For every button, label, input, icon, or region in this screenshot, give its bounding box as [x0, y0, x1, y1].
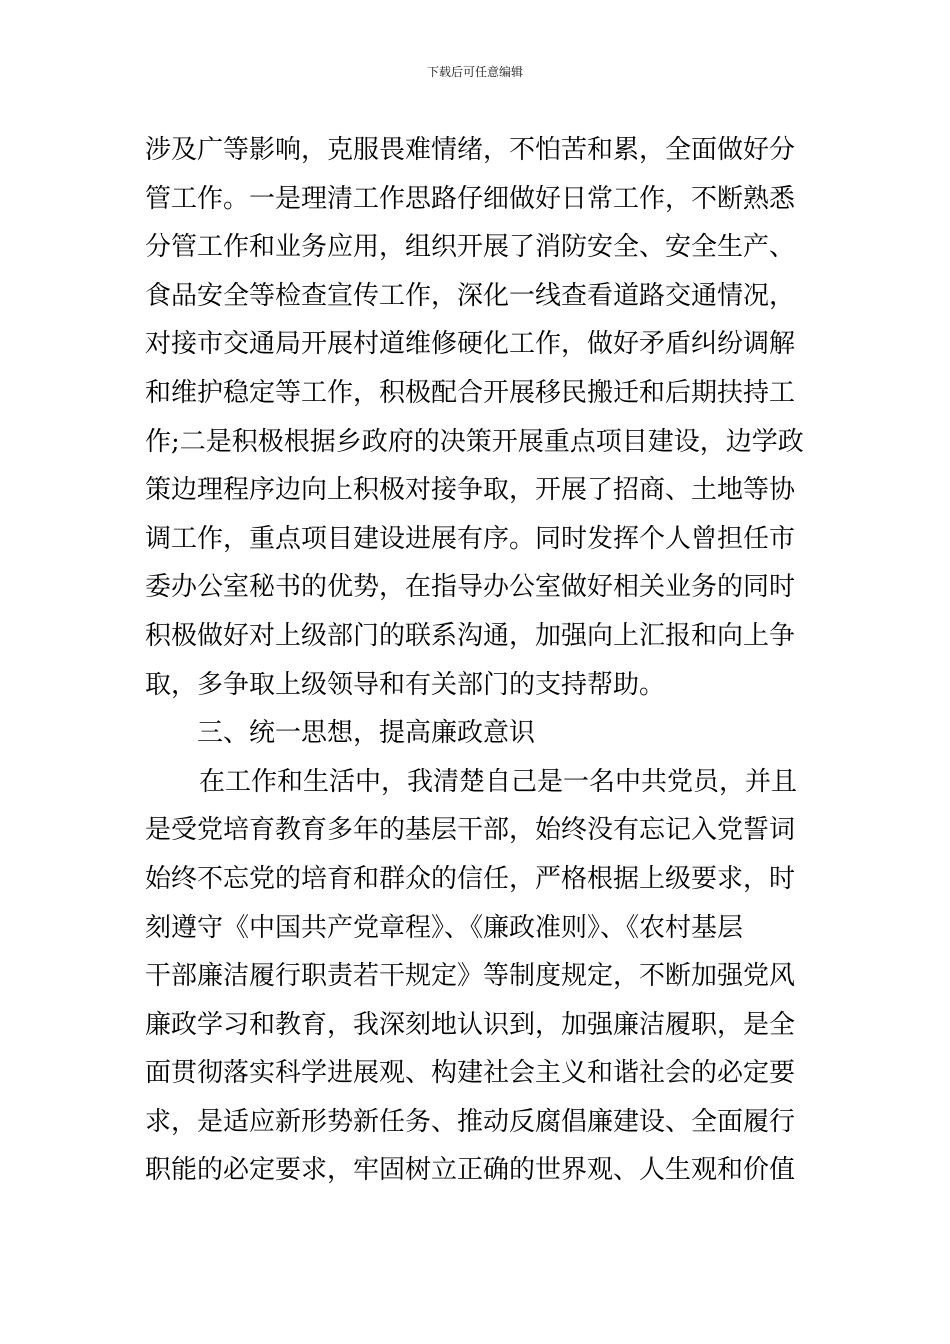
- text-line: 管工作。一是理清工作思路仔细做好日常工作，不断熟悉: [145, 183, 796, 214]
- text-line: 策边理程序边向上积极对接争取，开展了招商、土地等协: [145, 475, 796, 506]
- text-line: 求，是适应新形势新任务、推动反腐倡廉建设、全面履行: [145, 1106, 796, 1137]
- text-line: 和维护稳定等工作，积极配合开展移民搬迁和后期扶持工: [145, 377, 796, 408]
- text-line: 作;二是积极根据乡政府的决策开展重点项目建设，边学政: [145, 426, 804, 457]
- document-body: [145, 126, 817, 1195]
- text-line: 廉政学习和教育，我深刻地认识到，加强廉洁履职，是全: [145, 1009, 796, 1040]
- text-line: 始终不忘党的培育和群众的信任，严格根据上级要求，时: [145, 863, 796, 894]
- section-heading: 三、统一思想，提高廉政意识: [197, 718, 536, 749]
- text-line: 面贯彻落实科学进展观、构建社会主义和谐社会的必定要: [145, 1058, 796, 1089]
- text-line: 委办公室秘书的优势，在指导办公室做好相关业务的同时: [145, 572, 796, 603]
- text-line: 积极做好对上级部门的联系沟通，加强向上汇报和向上争: [145, 620, 796, 651]
- text-line: 取，多争取上级领导和有关部门的支持帮助。: [145, 669, 666, 700]
- text-line: 对接市交通局开展村道维修硬化工作，做好矛盾纠纷调解: [145, 329, 796, 360]
- text-line: 分管工作和业务应用，组织开展了消防安全、安全生产、: [145, 232, 796, 263]
- text-line: 食品安全等检查宣传工作，深化一线查看道路交通情况，: [145, 280, 796, 311]
- header-note: 下载后可任意编辑: [426, 65, 523, 79]
- text-line: 是受党培育教育多年的基层干部，始终没有忘记入党誓词: [145, 815, 796, 846]
- paragraph-first-line: 在工作和生活中，我清楚自己是一名中共党员，并且: [199, 766, 798, 797]
- text-line: 涉及广等影响，克服畏难情绪，不怕苦和累，全面做好分: [145, 135, 796, 165]
- text-line: 职能的必定要求，牢固树立正确的世界观、人生观和价值: [145, 1155, 796, 1186]
- text-line: 调工作，重点项目建设进展有序。同时发挥个人曾担任市: [145, 523, 796, 554]
- text-line: 刻遵守《中国共产党章程》、《廉政准则》、《农村基层: [145, 912, 744, 943]
- page-header: [0, 64, 950, 80]
- text-line: 干部廉洁履行职责若干规定》等制度规定，不断加强党风: [145, 961, 796, 992]
